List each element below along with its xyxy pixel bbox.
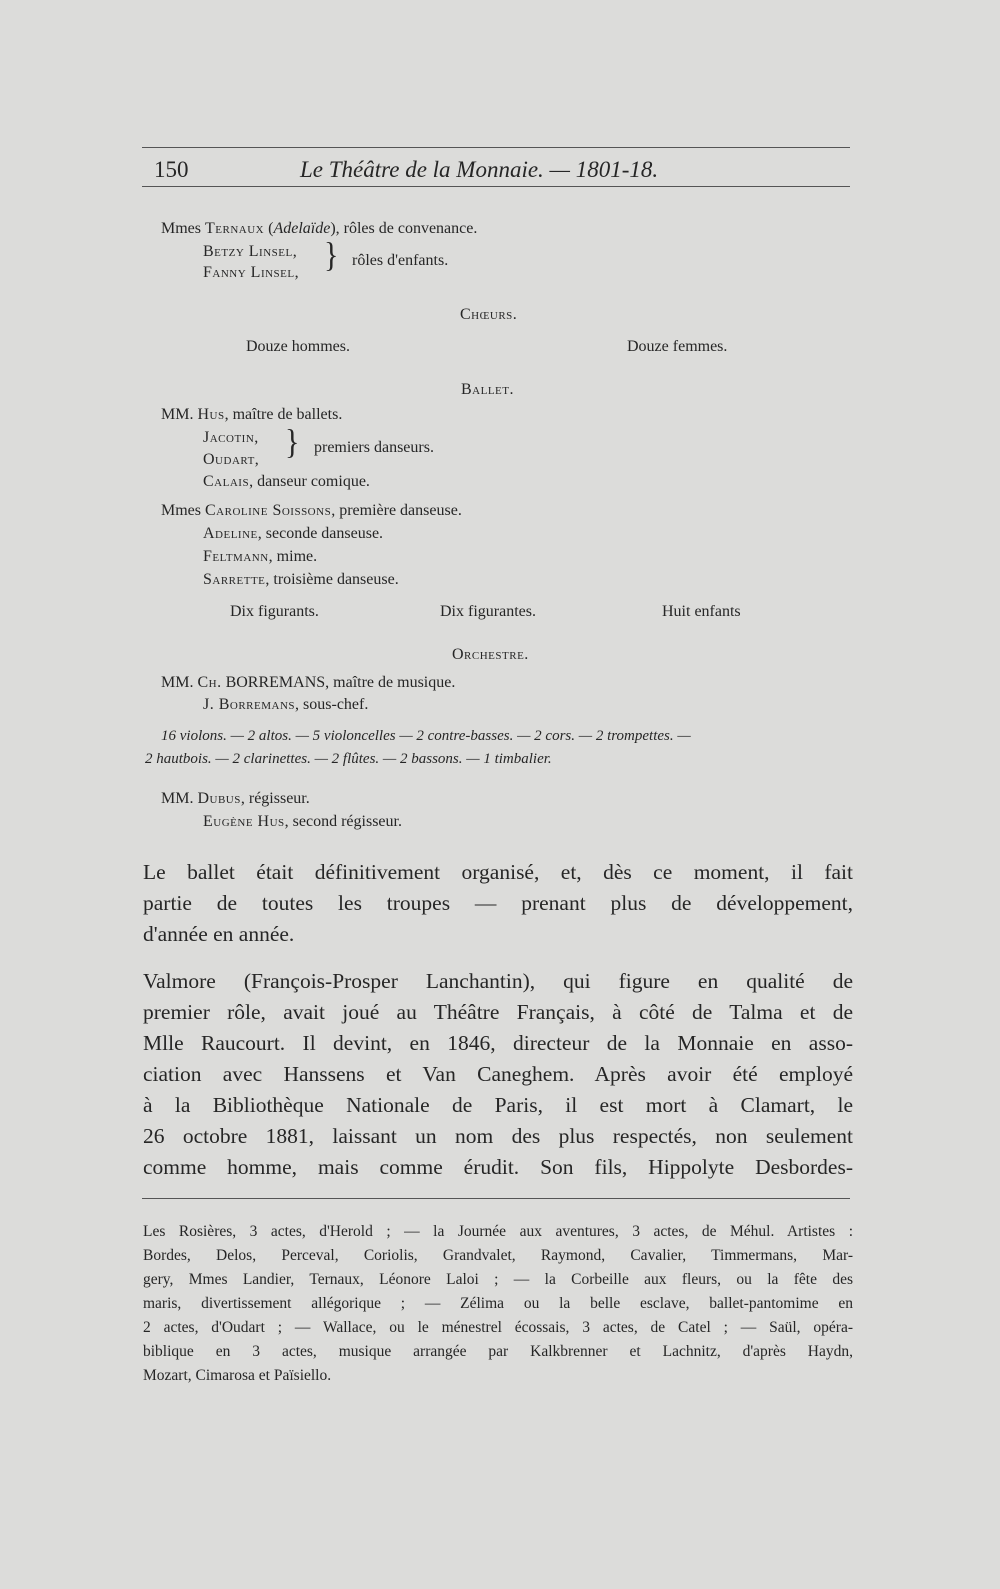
premiers-danseurs: premiers danseurs. [314, 439, 434, 456]
text-line: ciation avec Hanssens et Van Caneghem. Après avoir été employé [143, 1062, 853, 1086]
cast-name: Dubus [197, 790, 241, 807]
huit-enfants: Huit enfants [662, 603, 741, 620]
cast-desc: , troisième danseuse. [265, 571, 399, 588]
dix-figurantes: Dix figurantes. [440, 603, 536, 620]
cast-line-jborremans [203, 696, 368, 714]
cast-oudart: Oudart, [203, 451, 260, 468]
cast-name: Caroline Soissons [205, 502, 332, 519]
mmes-label: Mmes [161, 220, 201, 237]
footnote-line: Mozart, Cimarosa et Païsiello. [143, 1367, 332, 1384]
footnote [143, 1220, 853, 1388]
cast-desc: , mime. [268, 548, 318, 565]
orchestra-line-2: 2 hautbois. — 2 clarinettes. — 2 flûtes. — 2 bassons. — 1 timbalier. [145, 751, 552, 767]
brace-enfants: } [324, 236, 339, 275]
cast-desc: , danseur comique. [249, 473, 370, 490]
cast-desc: , première danseuse. [331, 502, 462, 519]
header-rule-top [142, 147, 850, 148]
cast-desc: , régisseur. [240, 790, 310, 807]
choeurs-heading: Chœurs. [460, 306, 518, 323]
cast-fanny: Fanny Linsel, [203, 264, 300, 281]
footnote-line: Les Rosières, 3 actes, d'Herold ; — la Journée aux aventures, 3 actes, de Méhul. Artistes : [143, 1223, 853, 1240]
footnote-line: 2 actes, d'Oudart ; — Wallace, ou le ménestrel écossais, 3 actes, de Catel ; — Saül, opéra- [143, 1319, 853, 1336]
cast-line-sarrette [203, 571, 399, 589]
cast-name: Calais [203, 473, 250, 490]
mm-label: MM. [161, 406, 194, 423]
orchestra-line-1: 16 violons. — 2 altos. — 5 violoncelles — 2 contre-basses. — 2 cors. — 2 trompettes. — [161, 728, 691, 744]
paragraph-ballet [143, 857, 853, 950]
paragraph-valmore [143, 966, 853, 1183]
cast-desc: , rôles de convenance. [335, 220, 478, 237]
cast-line-hus [161, 406, 342, 424]
ballet-heading: Ballet. [461, 381, 514, 398]
text-line: Mlle Raucourt. Il devint, en 1846, directeur de la Monnaie en asso- [143, 1031, 853, 1055]
cast-role: Adelaïde [273, 220, 331, 237]
cast-prefix: Ch. [197, 674, 222, 691]
text-line: 26 octobre 1881, laissant un nom des plus respectés, non seulement [143, 1124, 853, 1148]
mm-label: MM. [161, 674, 194, 691]
cast-name: Hus [197, 406, 225, 423]
cast-line-adeline [203, 525, 383, 543]
text-line: Le ballet était définitivement organisé, et, dès ce moment, il fait [143, 860, 853, 884]
douze-hommes: Douze hommes. [246, 338, 350, 355]
cast-name: J. Borremans [203, 696, 296, 713]
cast-name: BORREMANS [225, 674, 326, 691]
cast-name: Eugène Hus [203, 813, 285, 830]
text-line: Valmore (François-Prosper Lanchantin), qui figure en qualité de [143, 969, 853, 993]
brace-premiers: } [285, 423, 300, 462]
cast-line-feltmann [203, 548, 317, 566]
cast-betzy: Betzy Linsel, [203, 243, 298, 260]
cast-line-caroline [161, 502, 462, 520]
cast-line-calais [203, 473, 370, 491]
cast-desc: , maître de ballets. [224, 406, 343, 423]
enfants-roles: rôles d'enfants. [352, 252, 449, 269]
cast-desc: , maître de musique. [325, 674, 456, 691]
footnote-line: gery, Mmes Landier, Ternaux, Léonore Laloi ; — la Corbeille aux fleurs, ou la fête des [143, 1271, 853, 1288]
cast-line-eugene [203, 813, 402, 831]
cast-name: Sarrette [203, 571, 266, 588]
cast-jacotin: Jacotin, [203, 429, 259, 446]
footnote-line: Bordes, Delos, Perceval, Coriolis, Grandvalet, Raymond, Cavalier, Timmermans, Mar- [143, 1247, 853, 1264]
orchestre-heading: Orchestre. [452, 646, 529, 663]
cast-desc: , seconde danseuse. [257, 525, 384, 542]
cast-name: Adeline [203, 525, 258, 542]
dix-figurants: Dix figurants. [230, 603, 319, 620]
text-line: à la Bibliothèque Nationale de Paris, il est mort à Clamart, le [143, 1093, 853, 1117]
footnote-rule [142, 1198, 850, 1199]
cast-name: Feltmann [203, 548, 269, 565]
header-rule-bottom [142, 186, 850, 187]
cast-line-dubus [161, 790, 310, 808]
mmes-label: Mmes [161, 502, 201, 519]
footnote-line: biblique en 3 actes, musique arrangée par Kalkbrenner et Lachnitz, d'après Haydn, [143, 1343, 853, 1360]
douze-femmes: Douze femmes. [627, 338, 728, 355]
cast-line-ternaux: Mmes Ternaux (Adelaïde), rôles de convenance. [161, 220, 478, 237]
footnote-line: maris, divertissement allégorique ; — Zélima ou la belle esclave, ballet-pantomime en [143, 1295, 853, 1312]
text-line: d'année en année. [143, 922, 295, 946]
running-title: Le Théâtre de la Monnaie. — 1801-18. [300, 157, 659, 182]
page-number: 150 [154, 157, 189, 182]
text-line: partie de toutes les troupes — prenant plus de développement, [143, 891, 853, 915]
mm-label: MM. [161, 790, 194, 807]
cast-line-borremans [161, 674, 455, 692]
text-line: premier rôle, avait joué au Théâtre Français, à côté de Talma et de [143, 1000, 853, 1024]
cast-desc: , second régisseur. [284, 813, 402, 830]
text-line: comme homme, mais comme érudit. Son fils, Hippolyte Desbordes- [143, 1155, 853, 1179]
cast-name: Ternaux [205, 220, 265, 237]
cast-desc: , sous-chef. [295, 696, 369, 713]
